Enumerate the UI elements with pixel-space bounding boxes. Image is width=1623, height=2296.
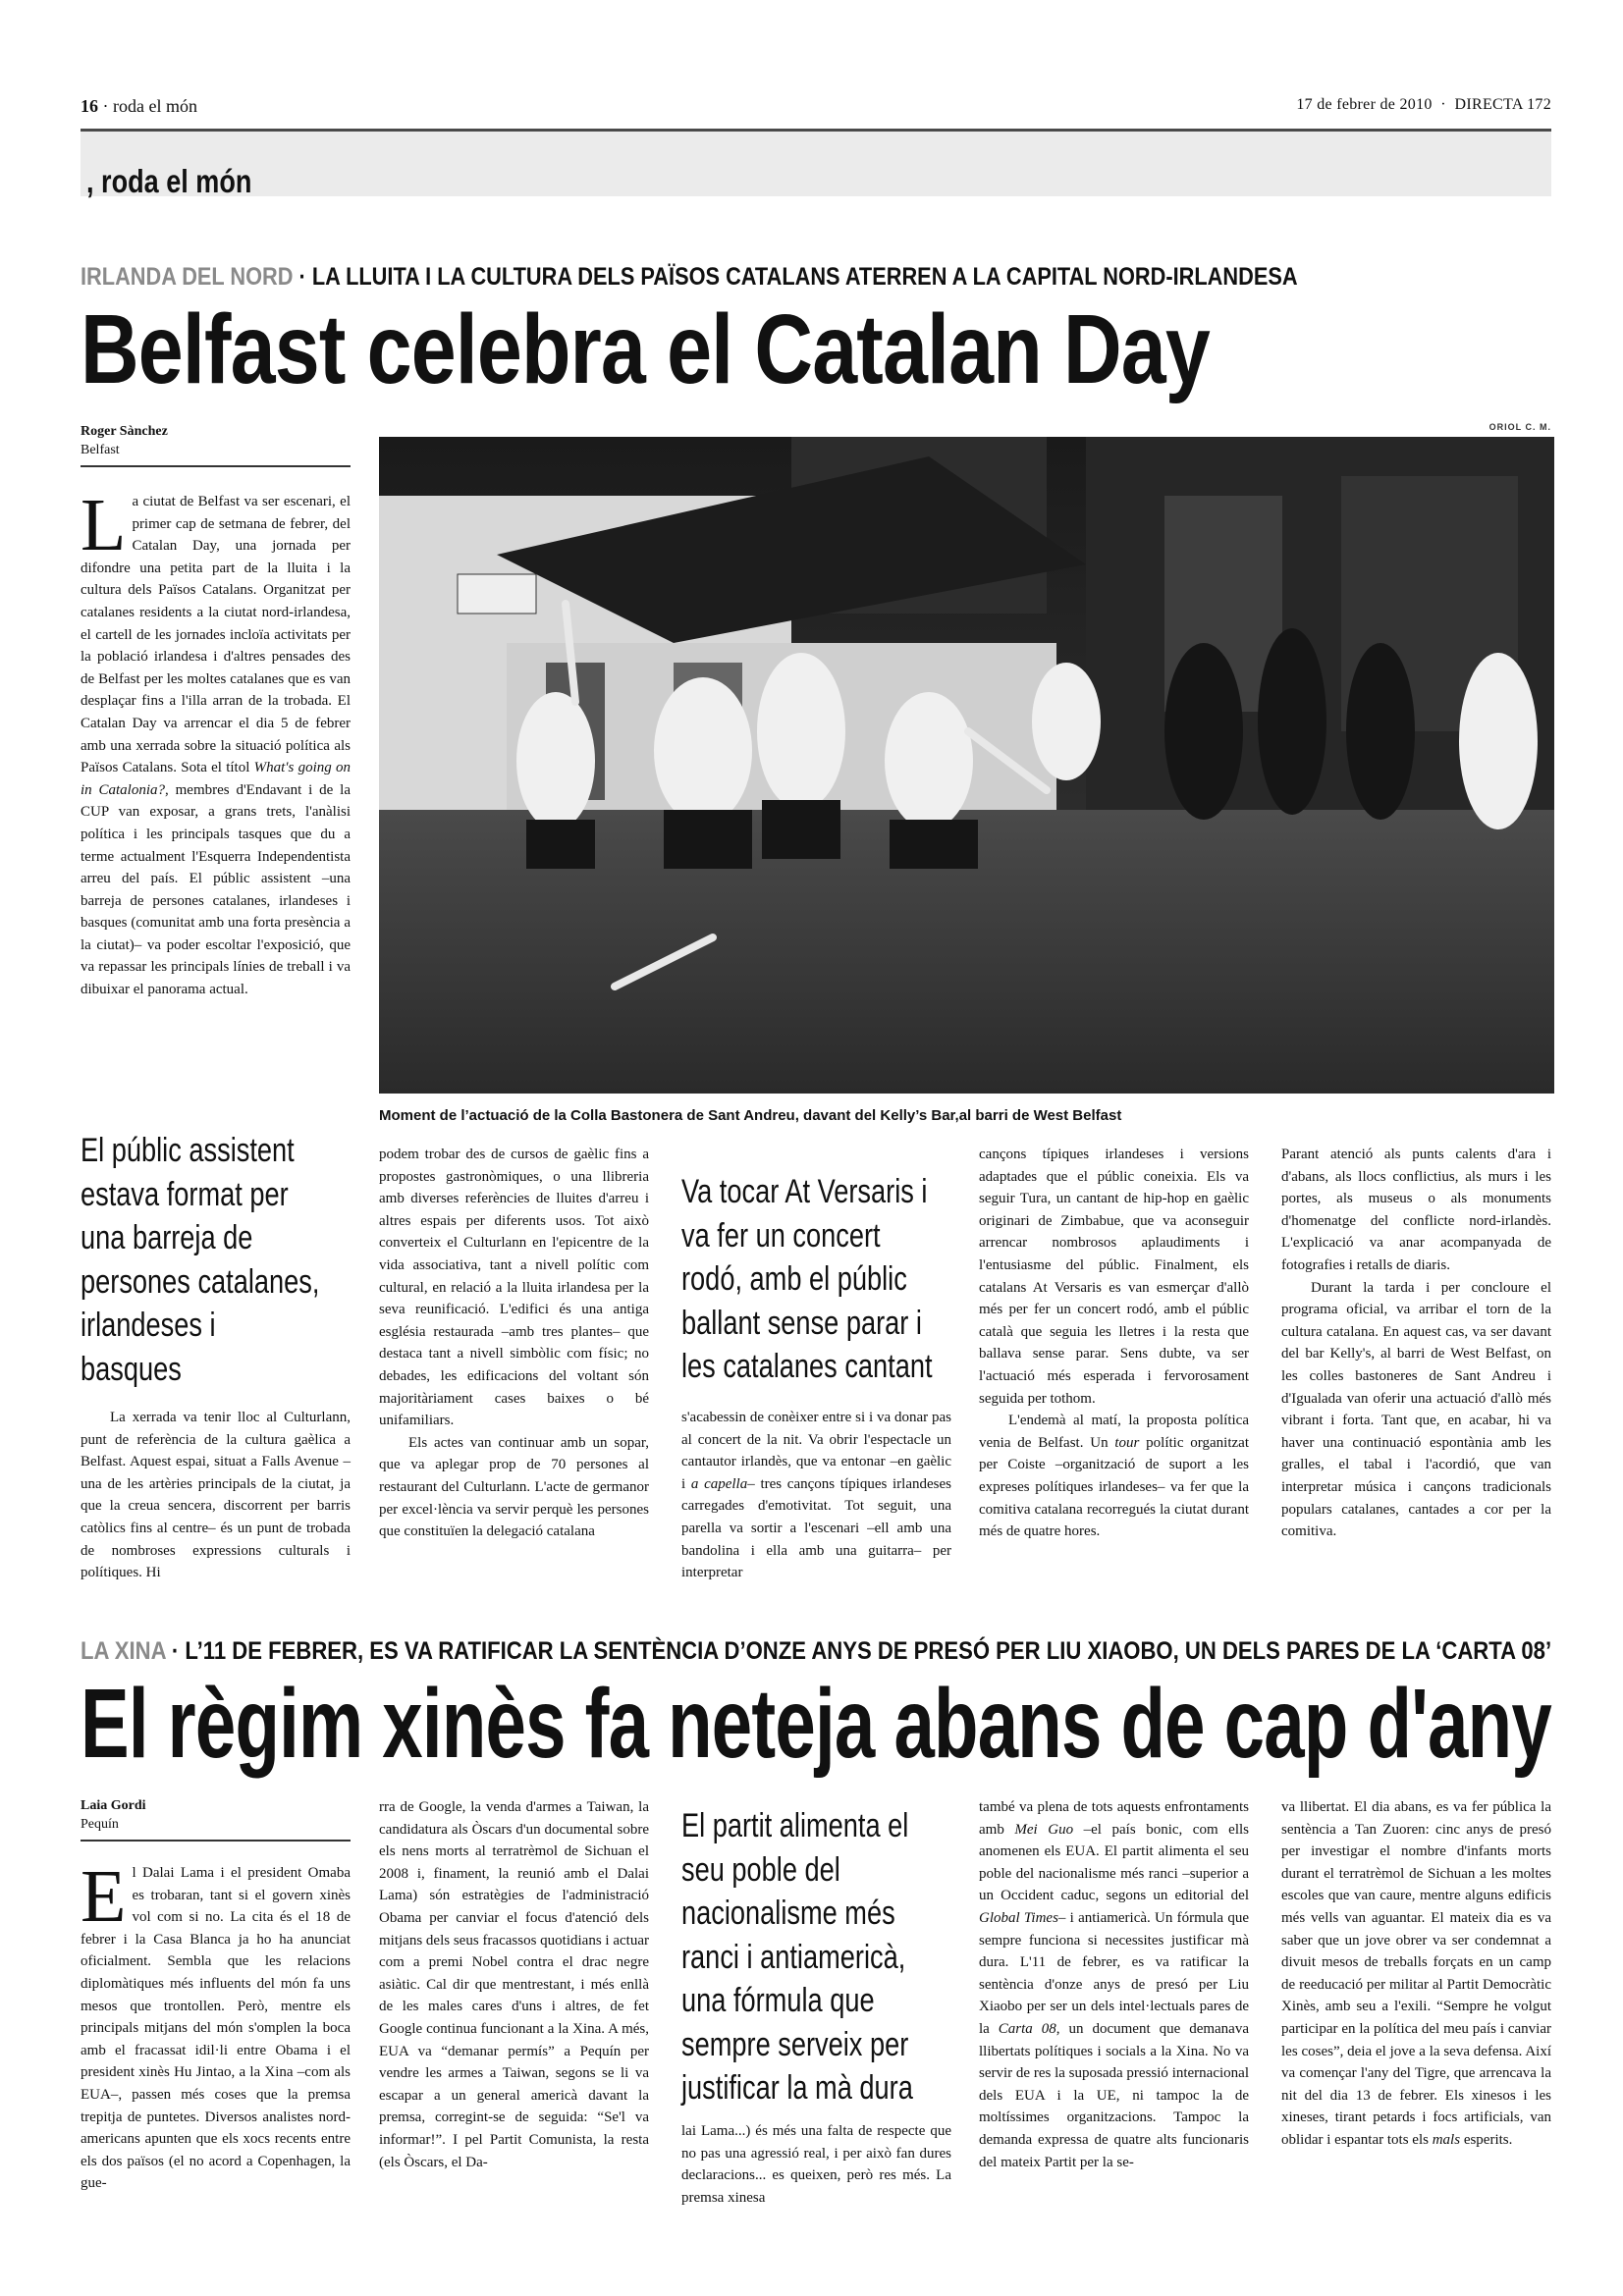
- article-photo: [379, 437, 1554, 1094]
- article2-byline: [81, 1796, 351, 1842]
- section-band: [81, 132, 1551, 199]
- pullquote-line: una barreja de: [81, 1219, 253, 1256]
- author-location: Pequín: [81, 1817, 119, 1832]
- body-paragraph: La xerrada va tenir lloc al Culturlann, punt de referència de la cultura gaèlica a Belfast. Aquest espai, situat a Falls Avenue –una de les artèries principals de la ciutat, ja que la creua sencera, discorrent per barris catòlics fins al centre– és un punt de trobada de nombroses expressions culturals i polítiques. Hi: [81, 1410, 351, 1581]
- article2-kicker: [81, 1637, 1623, 1666]
- body-paragraph: Durant la tarda i per concloure el programa oficial, va arribar el torn de la cultura catalana. En aquest cas, va ser davant del bar Kelly's, al barri de West Belfast, on les colles bastoneres de Sant Andreu i d'Igualada van oferir una actuació d'allò més vibrant i forta. Tant que, en acabar, hi va haver una continuació espontània amb les gralles, el tabal i l'acordió, que van interpretar música i cançons tradicionals populars catalanes, cantades a cor per la comitiva.: [1281, 1279, 1551, 1540]
- article1-column-5: [1281, 1144, 1551, 1543]
- issue-date: 17 de febrer de 2010: [1296, 96, 1433, 113]
- article1-column-4: [979, 1144, 1249, 1543]
- pullquote-line: El partit alimenta el: [681, 1807, 909, 1844]
- street-dance-photo: [379, 437, 1554, 1094]
- pullquote-line: una fórmula que: [681, 1982, 875, 2019]
- pullquote-line: ranci i antiamericà,: [681, 1938, 906, 1976]
- body-paragraph: Els actes van continuar amb un sopar, que va aplegar prop de 70 persones al restaurant del Culturlann. L'acte de germanor per excel·lència va servir perquè les persones que constituïen la delegació catalana: [379, 1434, 649, 1540]
- article1-headline: Belfast celebra el Catalan Day: [81, 294, 1210, 404]
- body-paragraph: podem trobar des de cursos de gaèlic fins a propostes gastronòmiques, o una llibreria amb diverses referències de lluites d'arreu i altres espais per diferents usos. Tot això converteix el Culturlann en l'epicentre de la vida associativa, tant a nivell polític com cultural, en relació a la lluita irlandesa per la seva reunificació. L'edifici és una antiga església restaurada –amb tres plantes– que destaca tant a nivell simbòlic com físic; no debades, les edificacions del voltant són majoritàriament cases baixes o bé unifamiliars.: [379, 1147, 649, 1429]
- pullquote-line: justificar la mà dura: [681, 2069, 913, 2107]
- italic-text: tour: [1114, 1434, 1140, 1451]
- article1-column-1b: [81, 1407, 351, 1584]
- article2-column-2: [379, 1796, 649, 2173]
- pullquote-line: persones catalanes,: [81, 1262, 320, 1301]
- article1-column-2: [379, 1144, 649, 1543]
- article1-pullquote-2: [681, 1170, 951, 1389]
- kicker-section: IRLANDA DEL NORD: [81, 263, 294, 291]
- body-paragraph: l Dalai Lama i el president Omaba es trobaran, tant si el govern xinès vol com si no. La cita és el 18 de febrer i la Casa Blanca ja ho ha anunciat oficialment. Sembla que les relacions diplomàtiques més influents del món fa uns mesos que trontollen. Però, mentre els principals mitjans del món s'omplen la boca amb el fracassat idil·li entre Obama i el president xinès Hu Jintao, a la Xina –com als EUA–, passen més coses que la premsa trepitja de puntetes. Diversos analistes nord-americans apunten que els xocs recents entre els dos països (el no acord a Copenhagen, la gue-: [81, 1865, 351, 2192]
- article2-column-5: [1281, 1796, 1551, 2152]
- article1-column-1: [81, 484, 351, 1001]
- italic-text: Global Times: [979, 1909, 1058, 1926]
- article2-headline-wrap: [81, 1669, 1623, 1779]
- article1-kicker: [81, 263, 1479, 292]
- article1-pullquote-1: [81, 1129, 351, 1391]
- italic-text: a capella: [690, 1475, 748, 1492]
- italic-text: mals: [1432, 2131, 1461, 2148]
- article2-pullquote: [681, 1804, 951, 2110]
- italic-text: Carta 08: [998, 2020, 1056, 2037]
- article2-column-3: [681, 2120, 951, 2209]
- kicker-text: · L’11 DE FEBRER, ES VA RATIFICAR LA SENTÈNCIA D’ONZE ANYS DE PRESÓ PER LIU XIAOBO, UN DELS PARES DE LA ‘CARTA 08’: [165, 1637, 1552, 1665]
- pullquote-line: seu poble del: [681, 1850, 840, 1889]
- article2-column-4: [979, 1796, 1249, 2173]
- article1-column-3: [681, 1407, 951, 1584]
- author-name: Laia Gordi: [81, 1798, 146, 1813]
- drop-cap: L: [81, 484, 127, 566]
- section-name: roda el món: [113, 96, 197, 116]
- italic-text: Mei Guo: [1014, 1821, 1074, 1838]
- body-paragraph: també va plena de tots aquests enfrontaments amb Mei Guo –el país bonic, com ells anomenen els EUA. El partit alimenta el seu poble del nacionalisme més ranci –superior a un Occident caduc, segons un editorial del Global Times– i antiamericà. Un fórmula que sempre funciona si necessites justificar mà dura. L'11 de febrer, es va ratificar la sentència d'onze anys de presó per Liu Xiaobo per ser un dels intel·lectuals pares de la Carta 08, un document que demanava llibertats polítiques i socials a la Xina. No va servir de res la suposada pressió internacional dels EUA i la UE, ni tampoc la de moltíssimes organitzacions. Tampoc la demanda expressa de quatre alts funcionaris del mateix Partit per la se-: [979, 1799, 1250, 2170]
- article1-byline: [81, 422, 351, 467]
- body-paragraph: va llibertat. El dia abans, es va fer pública la sentència a Tan Zuoren: cinc anys de presó per investigar el nombre d'infants morts durant el terratrèmol de Sichuan a les moltes escoles que van caure, mentre alguns edificis més vells van aguantar. El mateix dia es va saber que un jove obrer va ser condemnat a divuit mesos de treballs forçats en un camp de reeducació per militar al Partit Democràtic Xinès, amb seu a l'exili. “Sempre he volgut participar en la política del meu país i canviar les coses”, deia el jove a la seva defensa. Així va començar l'any del Tigre, que arrencava la nit del dia 13 de febrer. Els xinesos i les xineses, tirant petards i focs artificials, van oblidar i espantar tots els mals esperits.: [1281, 1799, 1551, 2148]
- pullquote-line: El públic assistent: [81, 1132, 295, 1169]
- pullquote-line: les catalanes cantant: [681, 1348, 933, 1385]
- section-band-label: , roda el món: [86, 163, 252, 199]
- article1-headline-wrap: [81, 294, 1448, 404]
- pullquote-line: Va tocar At Versaris i: [681, 1173, 928, 1210]
- article2-headline: El règim xinès fa neteja abans de cap d'any: [81, 1669, 1551, 1779]
- body-paragraph: Parant atenció als punts calents d'ara i d'abans, als llocs conflictius, als murs i les portes, als museus o als monuments d'homenatge del conflicte nord-irlandès. L'explicació va anar acompanyada de fotografies i retalls de diaris.: [1281, 1147, 1551, 1273]
- body-paragraph: s'acabessin de conèixer entre si i va donar pas al concert de la nit. Va obrir l'espectacle un cantautor irlandès, que va entonar –en gaèlic i a capella– tres cançons típiques irlandeses carregades d'emotivitat. Tot seguit, una parella va sortir a l'escenari –ell amb una bandolina i ella amb una guitarra– per interpretar: [681, 1410, 951, 1581]
- pullquote-line: basques: [81, 1350, 182, 1388]
- article2-column-1: [81, 1855, 351, 2195]
- body-paragraph: rra de Google, la venda d'armes a Taiwan, la candidatura als Òscars d'un documental sobre els nens morts al terratrèmol de Sichuan el 2008 i, finament, la reunió amb el Dalai Lama) són estratègies de l'administració Obama per canviar el focus d'atenció dels mitjans dels seus fracassos quotidians i actuar com a premi Nobel contra el drac negre asiàtic. Cal dir que mentrestant, i més enllà de les males cares d'uns i altres, de fet Google continua funcionant a la Xina. A més, EUA va “demanar permís” a Pequín per vendre les armes a Taiwan, segons se li va escapar a un general americà davant la premsa, corregint-se de seguida: “Se'l va informar!”. I pel Partit Comunista, la resta (els Òscars, el Da-: [379, 1799, 649, 2170]
- body-paragraph: a ciutat de Belfast va ser escenari, el primer cap de setmana de febrer, del Catalan Day, una jornada per difondre una petita part de la lluita i la cultura dels Països Catalans. Organitzat per catalanes residents a la ciutat nord-irlandesa, el cartell de les jornades incloïa activitats per la població irlandesa i d'altres pensades des de Belfast per les moltes catalanes que es van desplaçar fins a l'illa arran de la trobada. El Catalan Day va arrencar el dia 5 de febrer amb una xerrada sobre la situació política als Països Catalans. Sota el títol What's going on in Catalonia?, membres d'Endavant i de la CUP van exposar, a grans trets, l'anàlisi política i les principals tasques que du a terme actualment l'Esquerra Independentista arreu del país. El públic assistent –una barreja de persones catalanes, irlandeses i basques (comunitat amb una forta presència a la ciutat)– va poder escoltar l'exposició, que va repassar les principals línies de treball i va dibuixar el panorama actual.: [81, 494, 351, 998]
- pullquote-line: rodó, amb el públic: [681, 1260, 907, 1298]
- page-number: 16: [81, 96, 98, 116]
- pullquote-line: nacionalisme més: [681, 1895, 895, 1932]
- pullquote-line: estava format per: [81, 1175, 289, 1213]
- kicker-text: · LA LLUITA I LA CULTURA DELS PAÏSOS CATALANS ATERREN A LA CAPITAL NORD-IRLANDESA: [293, 263, 1298, 291]
- photo-caption: Moment de l’actuació de la Colla Bastonera de Sant Andreu, davant del Kelly’s Bar,al barri de West Belfast: [379, 1107, 1122, 1124]
- pullquote-line: ballant sense parar i: [681, 1304, 922, 1342]
- body-paragraph: lai Lama...) és més una falta de respecte que no pas una agressió real, i per això fan dures declaracions... es queixen, però res més. La premsa xinesa: [681, 2123, 951, 2206]
- page-folio: 16 · roda el món: [81, 96, 197, 116]
- drop-cap: E: [81, 1855, 127, 1938]
- issue-info: 17 de febrer de 2010 · DIRECTA 172: [1296, 96, 1551, 113]
- body-paragraph: L'endemà al matí, la proposta política venia de Belfast. Un tour polític organitzat per Coiste –organització de suport a les expreses polítiques irlandeses– va fer que la comitiva catalana recorregués la ciutat durant més de quatre hores.: [979, 1413, 1249, 1540]
- body-paragraph: cançons típiques irlandeses i versions adaptades que el públic coneixia. Els va seguir Tura, un cantant de hip-hop en gaèlic originari de Zimbabue, que va aconseguir arrencar nombrosos aplaudiments i l'entusiasme del públic. Finalment, els catalans At Versaris es van esmerçar d'allò més per fer un concert rodó, amb el públic català que seguia les lletres i la resta que ballava sense parar. Sens dubte, va ser l'actuació més esperada i fervorosament seguida per tothom.: [979, 1147, 1249, 1407]
- pullquote-line: va fer un concert: [681, 1216, 881, 1255]
- pullquote-line: irlandeses i: [81, 1307, 216, 1344]
- pullquote-line: sempre serveix per: [681, 2025, 909, 2063]
- author-location: Belfast: [81, 443, 120, 457]
- italic-text: What's going on in Catalonia?: [81, 760, 351, 798]
- kicker-section: LA XINA: [81, 1637, 166, 1665]
- publication-name: DIRECTA 172: [1454, 96, 1551, 113]
- author-name: Roger Sànchez: [81, 424, 168, 439]
- photo-credit: ORIOL C. M.: [1488, 422, 1551, 432]
